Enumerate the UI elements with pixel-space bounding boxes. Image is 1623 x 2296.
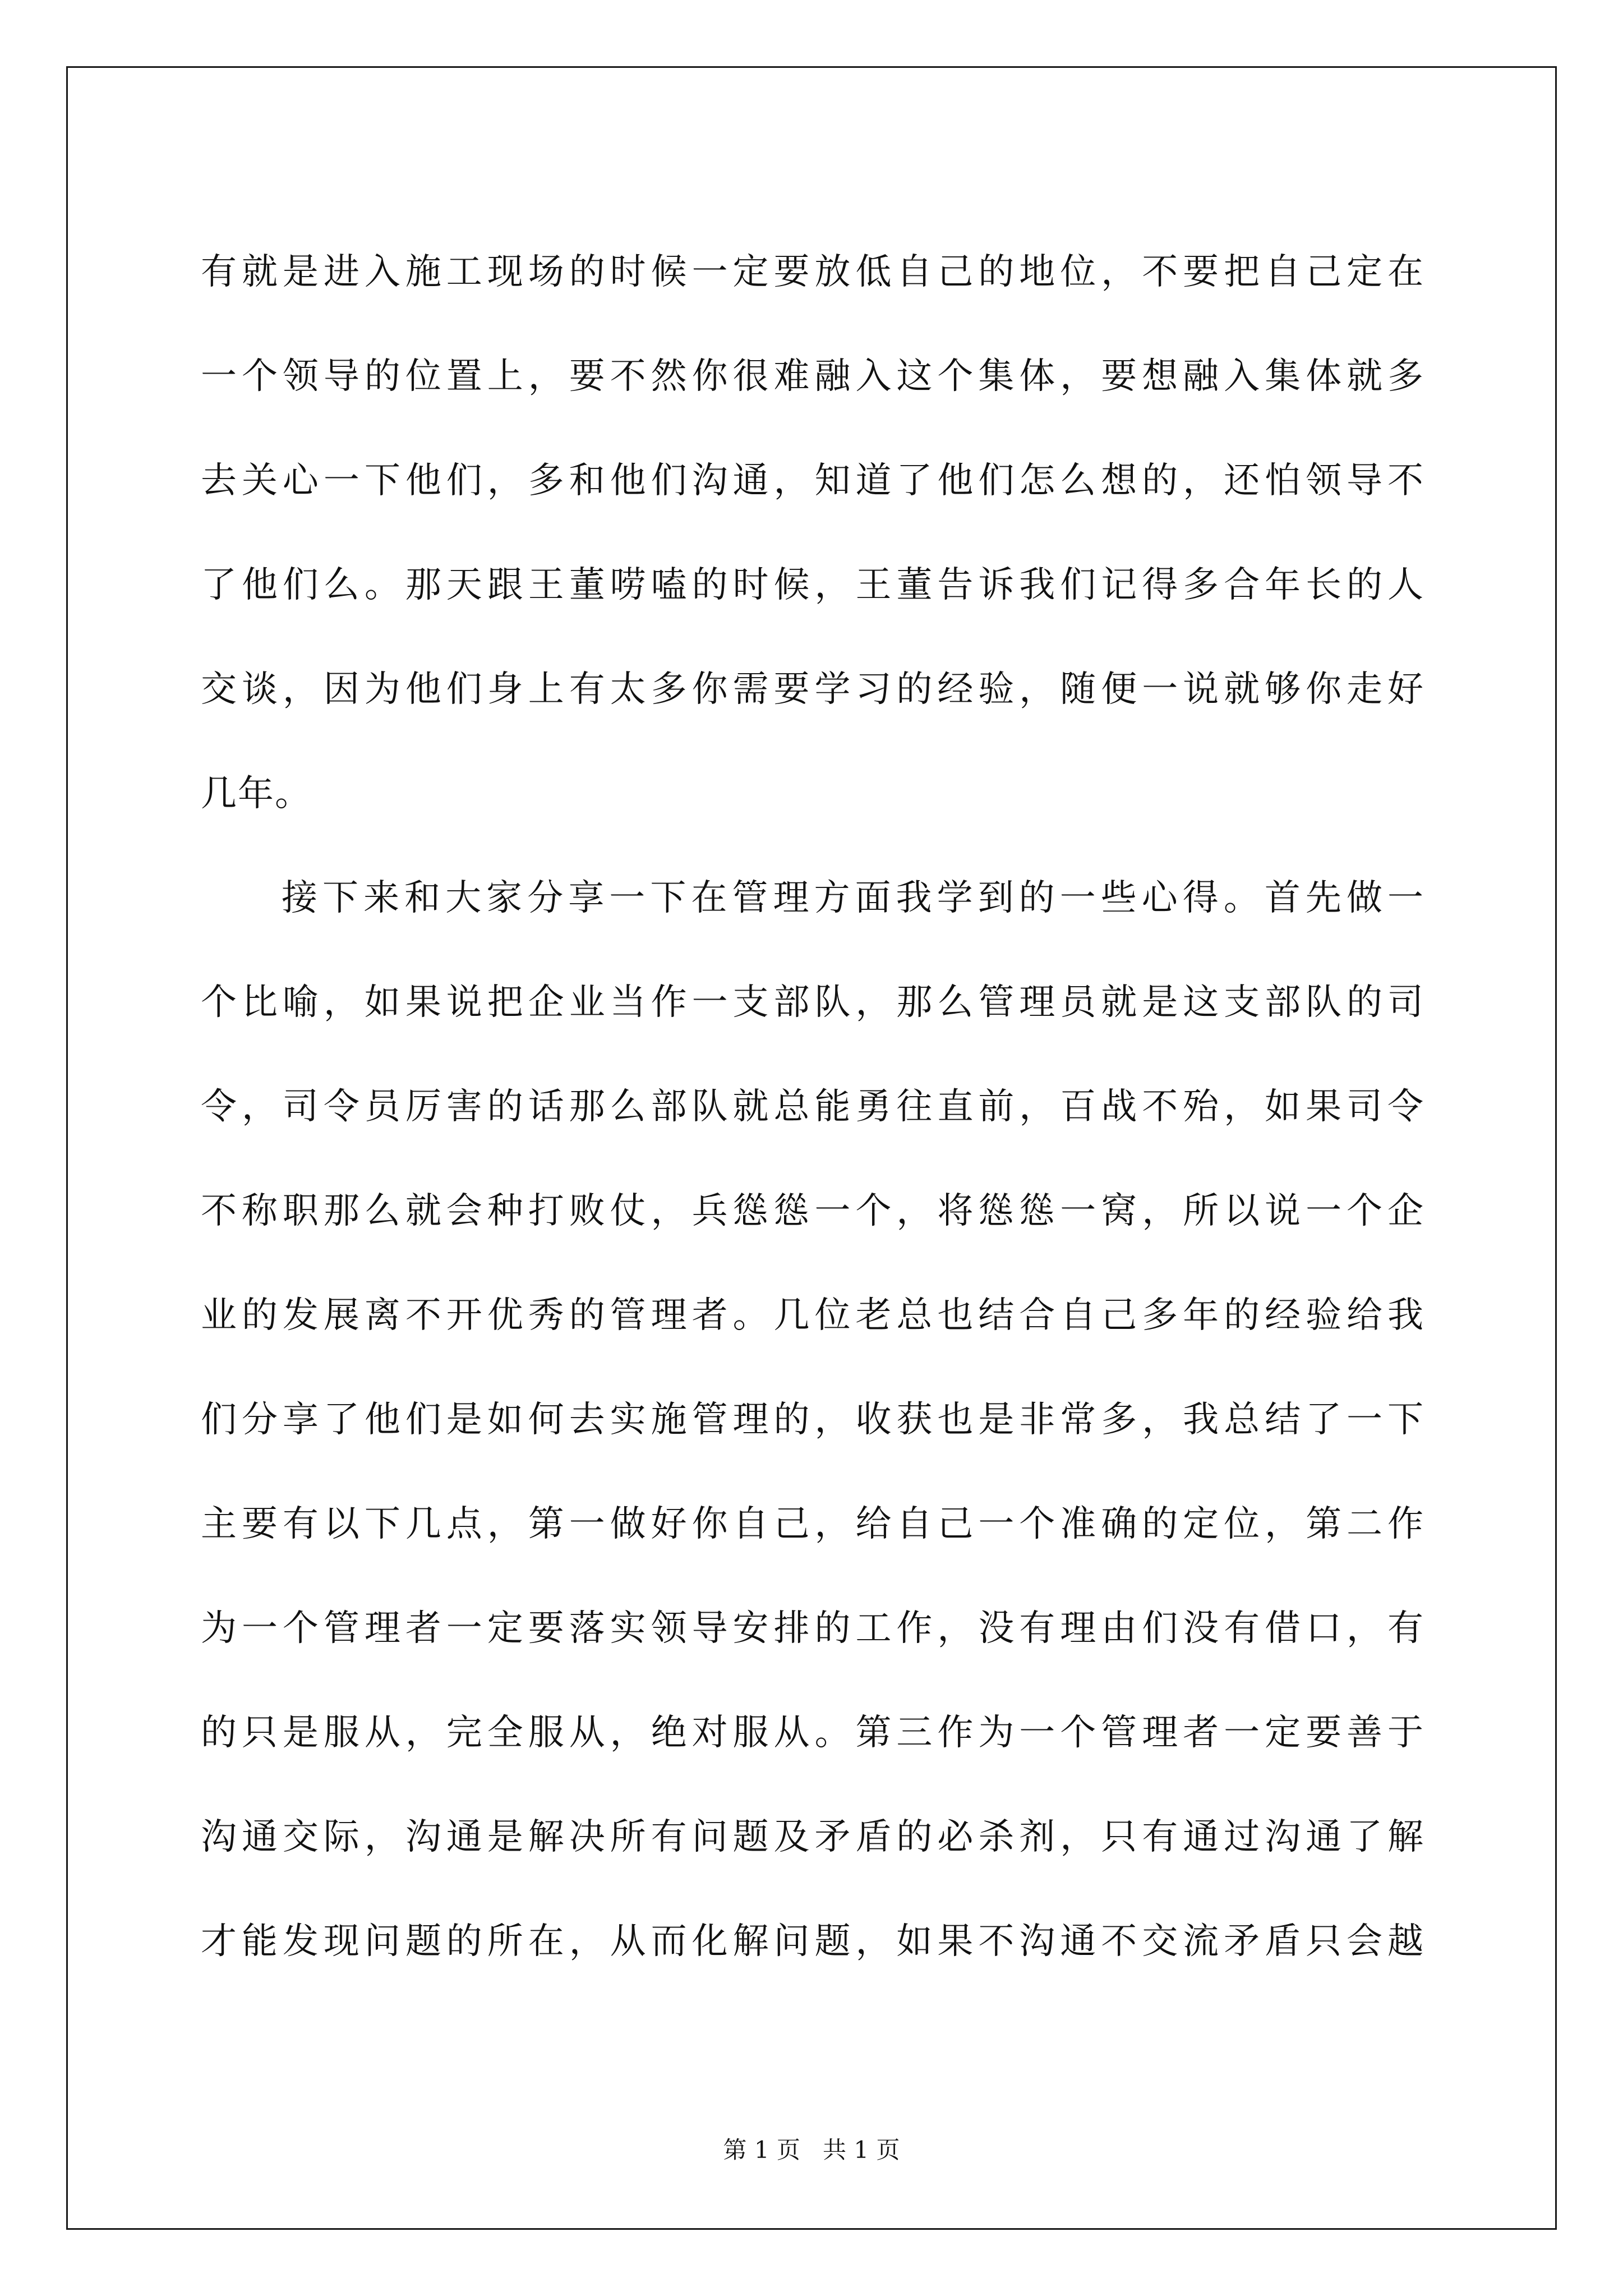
text-line: 沟通交际，沟通是解决所有问题及矛盾的必杀剂，只有通过沟通了解 <box>201 1816 1428 1858</box>
page-number: 第 1 页 <box>723 2136 800 2164</box>
text-line: 个比喻，如果说把企业当作一支部队，那么管理员就是这支部队的司 <box>201 982 1428 1023</box>
text-line: 令，司令员厉害的话那么部队就总能勇往直前，百战不殆，如果司令 <box>201 1086 1428 1128</box>
text-line: 接下来和大家分享一下在管理方面我学到的一些心得。首先做一 <box>282 877 1429 919</box>
text-line: 为一个管理者一定要落实领导安排的工作，没有理由们没有借口，有 <box>201 1608 1428 1649</box>
text-line: 了他们么。那天跟王董唠嗑的时候，王董告诉我们记得多合年长的人 <box>201 564 1428 606</box>
text-line: 才能发现问题的所在，从而化解问题，如果不沟通不交流矛盾只会越 <box>201 1921 1428 1962</box>
paragraph-1 <box>201 220 1428 846</box>
text-line: 有就是进入施工现场的时候一定要放低自己的地位，不要把自己定在 <box>201 251 1428 293</box>
text-line: 的只是服从，完全服从，绝对服从。第三作为一个管理者一定要善于 <box>201 1712 1428 1754</box>
page-total: 共 1 页 <box>823 2136 900 2164</box>
text-line: 交谈，因为他们身上有太多你需要学习的经验，随便一说就够你走好 <box>201 669 1428 710</box>
text-line: 不称职那么就会种打败仗，兵慫慫一个，将慫慫一窝，所以说一个企 <box>201 1190 1428 1232</box>
text-line: 主要有以下几点，第一做好你自己，给自己一个准确的定位，第二作 <box>201 1503 1428 1545</box>
text-line: 几年。 <box>201 773 312 815</box>
document-body <box>201 220 1429 1994</box>
text-line: 业的发展离不开优秀的管理者。几位老总也结合自己多年的经验给我 <box>201 1295 1428 1336</box>
text-line: 一个领导的位置上，要不然你很难融入这个集体，要想融入集体就多 <box>201 356 1428 397</box>
page-footer <box>0 2132 1623 2165</box>
text-line: 们分享了他们是如何去实施管理的，收获也是非常多，我总结了一下 <box>201 1399 1428 1441</box>
text-line: 去关心一下他们，多和他们沟通，知道了他们怎么想的，还怕领导不 <box>201 460 1428 501</box>
paragraph-2 <box>201 846 1429 1994</box>
